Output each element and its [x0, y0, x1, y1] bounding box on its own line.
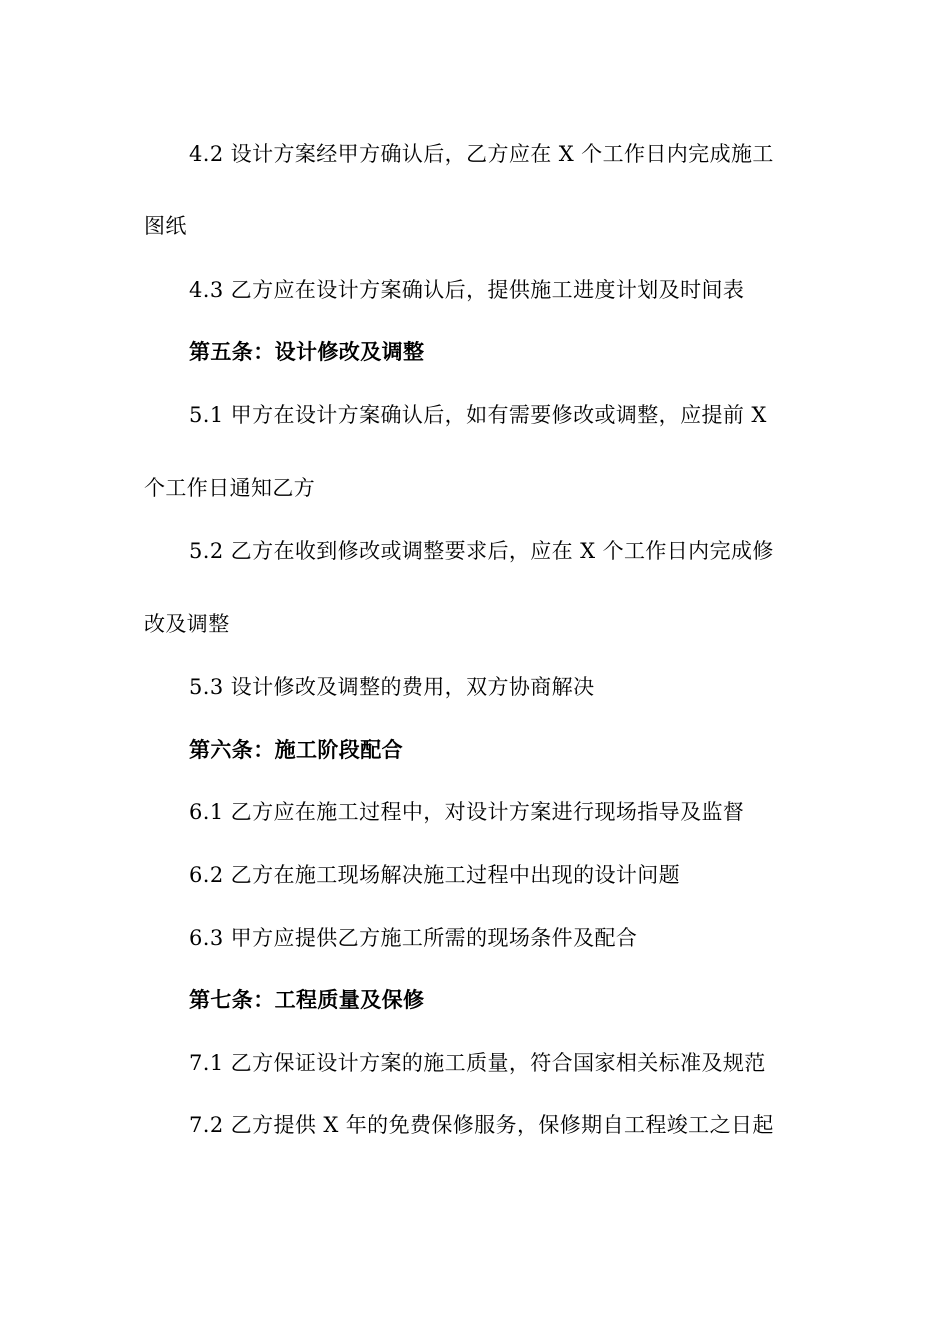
- clause-7-2: 7.2 乙方提供 X 年的免费保修服务，保修期自工程竣工之日起: [189, 1113, 774, 1137]
- clause-5-1-line-1: 5.1 甲方在设计方案确认后，如有需要修改或调整，应提前 X: [189, 403, 767, 427]
- clause-7-1: 7.1 乙方保证设计方案的施工质量，符合国家相关标准及规范: [189, 1051, 766, 1075]
- section-heading-7: 第七条：工程质量及保修: [189, 988, 425, 1012]
- clause-4-3: 4.3 乙方应在设计方案确认后，提供施工进度计划及时间表: [189, 278, 745, 302]
- clause-5-2-line-1: 5.2 乙方在收到修改或调整要求后，应在 X 个工作日内完成修: [189, 539, 774, 563]
- section-heading-6: 第六条：施工阶段配合: [189, 738, 403, 762]
- clause-6-1: 6.1 乙方应在施工过程中，对设计方案进行现场指导及监督: [189, 800, 745, 824]
- section-heading-5: 第五条：设计修改及调整: [189, 340, 425, 364]
- clause-6-2: 6.2 乙方在施工现场解决施工过程中出现的设计问题: [189, 863, 681, 887]
- clause-4-2-line-2: 图纸: [144, 214, 187, 238]
- clause-6-3: 6.3 甲方应提供乙方施工所需的现场条件及配合: [189, 926, 638, 950]
- clause-4-2-line-1: 4.2 设计方案经甲方确认后，乙方应在 X 个工作日内完成施工: [189, 142, 774, 166]
- clause-5-1-line-2: 个工作日通知乙方: [144, 476, 316, 500]
- clause-5-2-line-2: 改及调整: [144, 612, 230, 636]
- clause-5-3: 5.3 设计修改及调整的费用，双方协商解决: [189, 675, 595, 699]
